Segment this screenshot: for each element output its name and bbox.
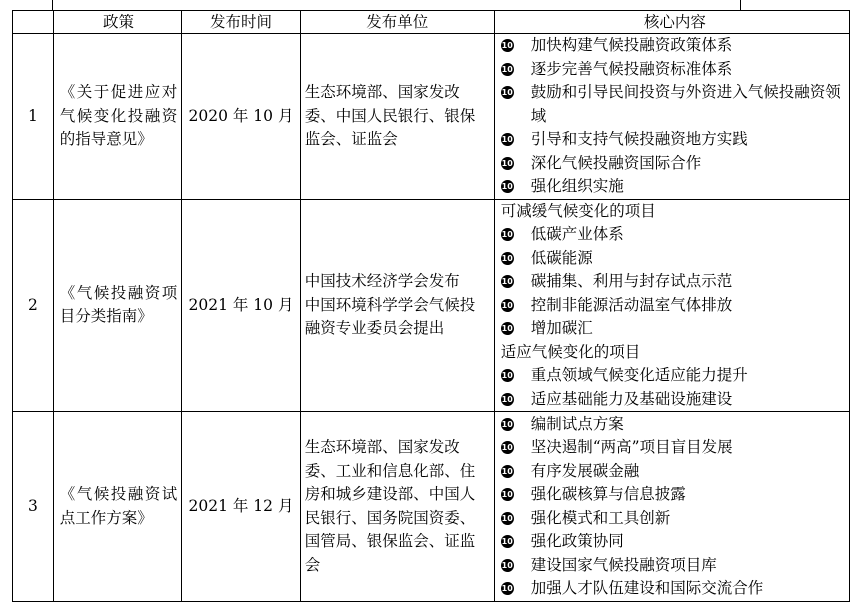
core-bullet-item: [501, 577, 849, 601]
core-content: [494, 199, 849, 412]
numbered-bullet-icon: 10: [501, 64, 513, 74]
crop-mark-left: [52, 0, 53, 10]
publishing-units: [300, 34, 494, 200]
core-bullet-item: [501, 34, 849, 58]
core-item-text: 建设国家气候投融资项目库: [530, 555, 717, 574]
core-item-text: 鼓励和引导民间投资与外资进入气候投融资领域: [530, 83, 841, 125]
core-item-text: 重点领域气候变化适应能力提升: [530, 366, 748, 384]
table-row: [13, 199, 850, 412]
publish-date: 2020 年 10 月: [182, 34, 301, 200]
core-bullet-item: [501, 388, 849, 412]
core-bullet-item: [501, 460, 849, 484]
row-index: 1: [13, 34, 54, 200]
core-item-text: 加快构建气候投融资政策体系: [530, 36, 733, 54]
numbered-bullet-icon: 10: [501, 41, 513, 50]
numbered-bullet-icon: 10: [501, 537, 513, 546]
core-item-text: 适应基础能力及基础设施建设: [530, 389, 733, 408]
numbered-bullet-icon: 10: [501, 419, 513, 429]
core-bullet-item: [501, 413, 849, 437]
policy-name: 《气候投融资试点工作方案》: [53, 412, 181, 602]
core-bullet-item: [501, 554, 849, 578]
core-section-heading: 适应气候变化的项目: [500, 342, 641, 361]
core-item-text: 编制试点方案: [530, 414, 624, 433]
numbered-bullet-icon: 10: [501, 182, 513, 191]
core-bullet-item: [501, 436, 849, 460]
core-item-text: 强化模式和工具创新: [530, 508, 671, 527]
unit-line: 中国技术经济学会发布: [304, 272, 460, 290]
numbered-bullet-icon: 10: [501, 490, 513, 499]
header-policy: 政策: [53, 11, 181, 34]
core-bullet-item: [501, 128, 849, 152]
core-item-text: 坚决遏制“两高”项目盲目发展: [530, 438, 733, 456]
unit-line: 生态环境部、国家发改委、中国人民银行、银保监会、证监会: [304, 83, 476, 148]
numbered-bullet-icon: 10: [501, 560, 513, 570]
numbered-bullet-icon: 10: [501, 443, 513, 452]
numbered-bullet-icon: 10: [501, 324, 513, 333]
core-bullet-item: [501, 294, 849, 318]
header-index: [13, 11, 54, 34]
core-item-text: 加强人才队伍建设和国际交流合作: [530, 579, 764, 597]
core-bullet-item: [501, 58, 849, 82]
publishing-units: [300, 199, 494, 412]
numbered-bullet-icon: 10: [501, 394, 513, 404]
header-row: [13, 11, 850, 34]
unit-line: 生态环境部、国家发改委、工业和信息化部、住房和城乡建设部、中国人民银行、国务院国资委、国管局、银保监会、证监会: [304, 438, 476, 574]
core-bullet-item: [501, 81, 849, 128]
numbered-bullet-icon: 10: [501, 88, 513, 97]
core-bullet-item: [501, 364, 849, 388]
core-item-text: 强化组织实施: [530, 177, 624, 195]
core-bullet-item: [501, 507, 849, 531]
numbered-bullet-icon: 10: [501, 158, 513, 168]
policy-name: 《关于促进应对气候变化投融资的指导意见》: [53, 34, 181, 200]
table-body: [13, 34, 850, 602]
numbered-bullet-icon: 10: [501, 371, 513, 380]
header-core: 核心内容: [494, 11, 849, 34]
crop-mark-right: [740, 0, 741, 10]
core-bullet-item: [501, 152, 849, 176]
numbered-bullet-icon: 10: [501, 253, 513, 263]
core-item-text: 深化气候投融资国际合作: [530, 153, 702, 172]
row-index: 3: [13, 412, 54, 602]
publishing-units: [300, 412, 494, 602]
unit-line: 中国环境科学学会气候投融资专业委员会提出: [304, 295, 476, 337]
policy-name: 《气候投融资项目分类指南》: [53, 199, 181, 412]
numbered-bullet-icon: 10: [501, 300, 513, 310]
core-bullet-item: [501, 317, 849, 341]
core-bullet-item: [501, 223, 849, 247]
table-row: [13, 412, 850, 602]
core-item-text: 引导和支持气候投融资地方实践: [530, 130, 748, 148]
core-item-text: 碳捕集、利用与封存试点示范: [530, 272, 733, 290]
core-item-text: 有序发展碳金融: [530, 461, 640, 480]
core-item-text: 强化碳核算与信息披露: [530, 485, 686, 503]
core-item-text: 逐步完善气候投融资标准体系: [530, 59, 733, 78]
core-section-heading: 可减缓气候变化的项目: [500, 201, 656, 220]
numbered-bullet-icon: 10: [501, 277, 513, 286]
core-bullet-item: [501, 270, 849, 294]
numbered-bullet-icon: 10: [501, 135, 513, 144]
numbered-bullet-icon: 10: [501, 513, 513, 523]
core-content: [494, 34, 849, 200]
core-content: [494, 412, 849, 602]
core-bullet-item: [501, 530, 849, 554]
core-item-text: 低碳能源: [530, 248, 593, 267]
table-row: [13, 34, 850, 200]
core-item-text: 增加碳汇: [530, 319, 593, 337]
core-bullet-item: [501, 483, 849, 507]
publish-date: 2021 年 12 月: [182, 412, 301, 602]
core-item-text: 强化政策协同: [530, 532, 624, 550]
publish-date: 2021 年 10 月: [182, 199, 301, 412]
numbered-bullet-icon: 10: [501, 230, 513, 239]
header-date: 发布时间: [182, 11, 301, 34]
core-item-text: 控制非能源活动温室气体排放: [530, 295, 733, 314]
row-index: 2: [13, 199, 54, 412]
core-item-text: 低碳产业体系: [530, 225, 624, 243]
header-units: 发布单位: [300, 11, 494, 34]
numbered-bullet-icon: 10: [501, 466, 513, 476]
core-bullet-item: [501, 247, 849, 271]
policy-table: [12, 10, 850, 602]
core-bullet-item: [501, 175, 849, 199]
numbered-bullet-icon: 10: [501, 584, 513, 593]
